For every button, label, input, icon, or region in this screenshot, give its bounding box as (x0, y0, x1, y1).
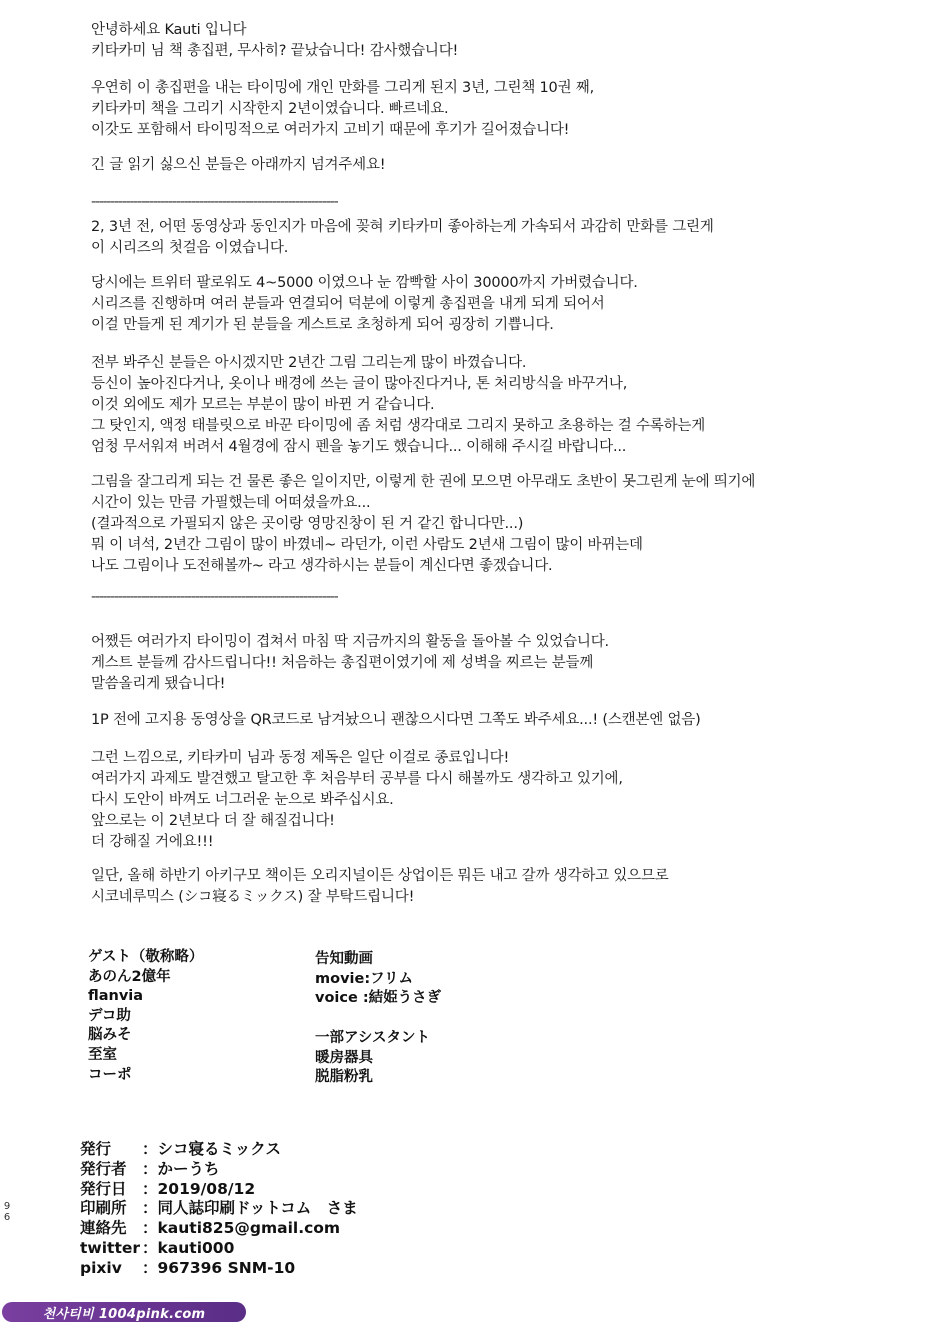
separator-top: ---------------------------------------------------------------- (91, 194, 338, 210)
text-line: 一部アシスタント (315, 1030, 430, 1046)
paragraph-thanks (91, 632, 911, 695)
colophon-key: 発行者 (80, 1159, 127, 1178)
text-line: 그런 느낌으로, 키타카미 님과 동정 제독은 일단 이걸로 종료입니다! (91, 750, 510, 766)
text-line: movie:フリム (315, 970, 414, 987)
text-line: 2, 3년 전, 어떤 동영상과 동인지가 마음에 꽂혀 키타카미 좋아하는게 가속되서 과감히 만화를 그린게 (91, 219, 714, 235)
colophon-row (80, 1180, 358, 1200)
text-line: 脱脂粉乳 (315, 1069, 373, 1086)
paragraph-origin (91, 217, 911, 259)
colophon-key: 連絡先 (80, 1219, 127, 1238)
colophon-row (80, 1160, 358, 1180)
colophon-key: twitter (80, 1238, 141, 1257)
text-line: 긴 글 읽기 싫으신 분들은 아래까지 넘겨주세요! (91, 157, 386, 173)
paragraph-ending (91, 748, 911, 853)
colophon-value: ：2019/08/12 (142, 1179, 256, 1198)
colophon-key: 発行 (80, 1140, 112, 1158)
text-line: 이 시리즈의 첫걸음 이였습니다. (91, 240, 289, 256)
colophon-row (80, 1259, 358, 1279)
text-line: 그림을 잘그리게 되는 건 물론 좋은 일이지만, 이렇게 한 권에 모으면 아무래도 초반이 못그린게 눈에 띄기에 (91, 474, 756, 490)
text-line: 시리즈를 진행하며 여러 분들과 연결되어 덕분에 이렇게 총집편을 내게 되게 되어서 (91, 296, 605, 312)
text-line: 暖房器具 (315, 1049, 373, 1066)
paragraph-qr-note (91, 710, 911, 731)
text-line: 告知動画 (315, 951, 373, 967)
colophon-value: ：シコ寝るミックス (142, 1140, 282, 1158)
paragraph-timing (91, 78, 911, 141)
text-line: 이갓도 포함해서 타이밍적으로 여러가지 고비기 때문에 후기가 길어졌습니다! (91, 122, 570, 138)
page-number (3, 1201, 11, 1223)
text-line: 至室 (88, 1046, 117, 1063)
colophon-key: pixiv (80, 1258, 122, 1277)
text-line: 엄청 무서워져 버려서 4월경에 잠시 펜을 놓기도 했습니다... 이해해 주시길 바랍니다... (91, 439, 627, 455)
colophon-row (80, 1239, 358, 1259)
paragraph-skip-note (91, 155, 911, 176)
text-line: 앞으로는 이 2년보다 더 잘 해질겁니다! (91, 813, 335, 829)
text-line: 키타카미 책을 그리기 시작한지 2년이였습니다. 빠르네요. (91, 101, 449, 117)
text-line: flanvia (88, 988, 144, 1005)
paragraph-style-change (91, 353, 911, 458)
page-number-digit: 6 (3, 1212, 11, 1223)
colophon-value: ：967396 SNM-10 (142, 1258, 296, 1277)
colophon (80, 1140, 358, 1279)
text-line: 이걸 만들게 된 계기가 된 분들을 게스트로 초청하게 되어 굉장히 기쁩니다. (91, 317, 554, 333)
separator-bottom: ---------------------------------------------------------------- (91, 589, 338, 605)
text-line: 키타카미 님 책 총집편, 무사히? 끝났습니다! 감사했습니다! (91, 43, 459, 59)
paragraph-greeting (91, 20, 911, 62)
text-line: 시코네루믹스 (シコ寝るミックス) 잘 부탁드립니다! (91, 889, 415, 905)
paragraph-revisions (91, 472, 911, 577)
text-line: 시간이 있는 만큼 가필했는데 어떠셨을까요... (91, 495, 371, 511)
text-line: 당시에는 트위터 팔로워도 4~5000 이였으나 눈 깜빡할 사이 30000까지 가버렸습니다. (91, 275, 638, 291)
colophon-value: ：かーうち (142, 1159, 220, 1178)
text-line: 우연히 이 총집편을 내는 타이밍에 개인 만화를 그리게 된지 3년, 그린책 10권 째, (91, 80, 595, 96)
text-line: 나도 그림이나 도전해볼까~ 라고 생각하시는 분들이 계신다면 좋겠습니다. (91, 558, 553, 574)
colophon-value: ：kauti825@gmail.com (142, 1219, 341, 1238)
site-watermark: 천사티비 1004pink.com (2, 1302, 246, 1322)
text-line: 안녕하세요 Kauti 입니다 (91, 22, 247, 38)
text-line: 脳みそ (88, 1027, 132, 1044)
paragraph-next-plans (91, 866, 911, 908)
text-line: 뭐 이 녀석, 2년간 그림이 많이 바꼈네~ 라던가, 이런 사람도 2년새 그림이 많이 바뀌는데 (91, 537, 643, 553)
text-line: 여러가지 과제도 발견했고 탈고한 후 처음부터 공부를 다시 해볼까도 생각하고 있기에, (91, 771, 623, 787)
colophon-key: 印刷所 (80, 1199, 127, 1218)
promo-video-credits (315, 950, 441, 1009)
colophon-value: ：同人誌印刷ドットコム さま (142, 1199, 358, 1218)
text-line: あのん2億年 (88, 968, 171, 985)
text-line: 전부 봐주신 분들은 아시겠지만 2년간 그림 그리는게 많이 바꼈습니다. (91, 355, 527, 371)
text-line: 일단, 올해 하반기 아키구모 책이든 오리지널이든 상업이든 뭐든 내고 갈까 생각하고 있으므로 (91, 868, 669, 884)
text-line: (결과적으로 가필되지 않은 곳이랑 영망진창이 된 거 같긴 합니다만...) (91, 516, 524, 532)
assistant-credits (315, 1029, 430, 1088)
text-line: 더 강해질 거에요!!! (91, 834, 214, 850)
colophon-row (80, 1140, 358, 1160)
text-line: 1P 전에 고지용 동영상을 QR코드로 남겨놨으니 괜찮으시다면 그쪽도 봐주세요...! (스캔본엔 없음) (91, 712, 701, 728)
text-line: voice :結姫うさぎ (315, 990, 442, 1007)
guest-credits (88, 948, 203, 1085)
text-line: コーポ (88, 1066, 132, 1083)
text-line: 어쨌든 여러가지 타이밍이 겹쳐서 마침 딱 지금까지의 활동을 돌아볼 수 있었습니다. (91, 634, 609, 650)
colophon-row (80, 1199, 358, 1219)
text-line: 등신이 높아진다거나, 옷이나 배경에 쓰는 글이 많아진다거나, 톤 처리방식을 바꾸거나, (91, 376, 628, 392)
text-line: 게스트 분들께 감사드립니다!! 처음하는 총집편이였기에 제 성벽을 찌르는 분들께 (91, 655, 594, 671)
text-line: ゲスト（敬称略） (88, 949, 204, 965)
colophon-key: 発行日 (80, 1179, 127, 1198)
colophon-value: ：kauti000 (142, 1238, 235, 1257)
text-line: デコ助 (88, 1007, 131, 1024)
paragraph-followers (91, 273, 911, 336)
text-line: 말씀올리게 됐습니다! (91, 676, 226, 692)
page-number-digit: 9 (3, 1201, 11, 1212)
text-line: 그 탓인지, 액정 태블릿으로 바꾼 타이밍에 좀 처럼 생각대로 그리지 못하고 초용하는 걸 수록하는게 (91, 418, 706, 434)
colophon-row (80, 1219, 358, 1239)
text-line: 다시 도안이 바껴도 너그러운 눈으로 봐주십시요. (91, 792, 394, 808)
text-line: 이것 외에도 제가 모르는 부분이 많이 바뀐 거 같습니다. (91, 397, 435, 413)
